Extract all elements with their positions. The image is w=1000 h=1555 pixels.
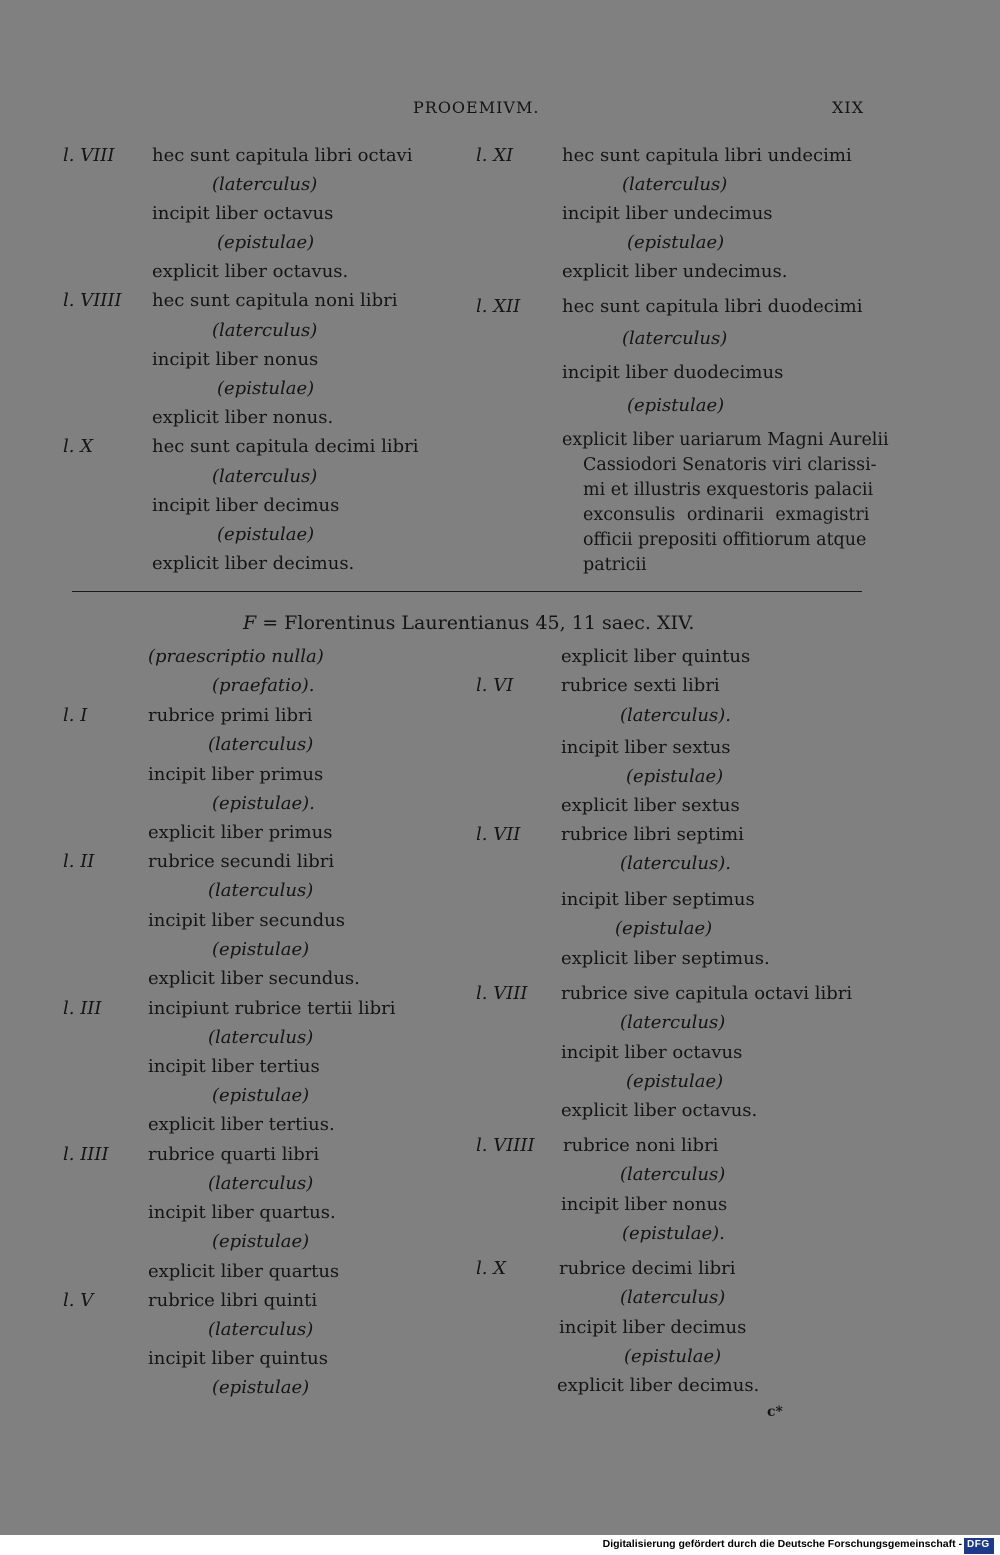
- book-label: l. I: [63, 705, 88, 726]
- text-line: incipit liber sextus: [561, 737, 731, 758]
- book-label: l. III: [63, 998, 102, 1019]
- text-line: incipit liber decimus: [559, 1317, 747, 1338]
- text-line: incipit liber secundus: [148, 910, 345, 931]
- page-number: XIX: [832, 98, 865, 117]
- text-line: (laterculus): [208, 1173, 314, 1194]
- text-line: rubrice primi libri: [148, 705, 313, 726]
- text-line: (laterculus): [208, 1319, 314, 1340]
- heading-text: = Florentinus Laurentianus 45, 11 saec. XIV.: [256, 612, 695, 634]
- text-line: explicit liber uariarum Magni Aurelii: [562, 430, 889, 450]
- text-line: (epistulae): [217, 378, 315, 399]
- text-line: incipit liber nonus: [561, 1194, 728, 1215]
- text-line: (laterculus): [212, 174, 318, 195]
- text-line: (laterculus): [622, 174, 728, 195]
- footer-bar: [0, 1535, 1000, 1555]
- text-line: explicit liber decimus.: [152, 553, 355, 574]
- text-line: explicit liber quartus: [148, 1261, 340, 1282]
- text-line: (laterculus): [620, 1164, 726, 1185]
- text-line: (praescriptio nulla): [148, 646, 324, 667]
- text-line: incipit liber quintus: [148, 1348, 328, 1369]
- book-label: l. V: [63, 1290, 94, 1311]
- text-line: mi et illustris exquestoris palacii: [583, 480, 874, 500]
- text-line: (epistulae): [627, 395, 725, 416]
- text-line: incipit liber nonus: [152, 349, 319, 370]
- text-line: explicit liber octavus.: [152, 261, 349, 282]
- text-line: rubrice noni libri: [563, 1135, 719, 1156]
- text-line: hec sunt capitula libri octavi: [152, 145, 413, 166]
- text-line: incipit liber octavus: [561, 1042, 743, 1063]
- running-title: PROOEMIVM.: [413, 98, 540, 117]
- book-label: l. VIII: [63, 145, 115, 166]
- text-line: (epistulae): [627, 232, 725, 253]
- text-line: (laterculus): [208, 880, 314, 901]
- text-line: rubrice secundi libri: [148, 851, 335, 872]
- book-label: l. VIIII: [63, 290, 122, 311]
- text-line: explicit liber secundus.: [148, 968, 360, 989]
- text-line: (epistulae): [212, 1231, 310, 1252]
- text-line: explicit liber primus: [148, 822, 333, 843]
- text-line: incipit liber undecimus: [562, 203, 773, 224]
- text-line: (laterculus): [620, 1012, 726, 1033]
- text-line: (laterculus): [212, 320, 318, 341]
- text-line: incipit liber tertius: [148, 1056, 320, 1077]
- text-line: (epistulae): [626, 766, 724, 787]
- text-line: rubrice decimi libri: [559, 1258, 736, 1279]
- text-line: patricii: [583, 555, 647, 575]
- text-line: (epistulae): [217, 232, 315, 253]
- dfg-logo-icon: [964, 1538, 994, 1554]
- text-line: (laterculus): [208, 1027, 314, 1048]
- text-line: explicit liber quintus: [561, 646, 751, 667]
- text-line: exconsulis ordinarii exmagistri: [583, 505, 870, 525]
- book-label: l. VIIII: [476, 1135, 535, 1156]
- text-line: (laterculus).: [620, 705, 732, 726]
- book-label: l. X: [63, 436, 94, 457]
- dfg-logo-text: DFG: [967, 1539, 990, 1550]
- text-line: rubrice sive capitula octavi libri: [561, 983, 853, 1004]
- book-label: l. VI: [476, 675, 514, 696]
- text-line: (epistulae): [615, 918, 713, 939]
- text-line: (epistulae): [212, 1377, 310, 1398]
- text-line: explicit liber nonus.: [152, 407, 334, 428]
- text-line: rubrice libri quinti: [148, 1290, 318, 1311]
- text-line: explicit liber octavus.: [561, 1100, 758, 1121]
- text-line: (laterculus): [622, 328, 728, 349]
- book-label: l. II: [63, 851, 95, 872]
- text-line: (epistulae): [217, 524, 315, 545]
- text-line: explicit liber decimus.: [557, 1375, 760, 1396]
- book-label: l. XII: [476, 296, 521, 317]
- text-line: incipit liber quartus.: [148, 1202, 336, 1223]
- text-line: incipit liber octavus: [152, 203, 334, 224]
- text-line: Cassiodori Senatoris viri clarissi-: [583, 455, 877, 475]
- text-line: explicit liber undecimus.: [562, 261, 788, 282]
- text-line: officii prepositi offitiorum atque: [583, 530, 867, 550]
- text-line: (epistulae).: [212, 793, 315, 814]
- text-line: hec sunt capitula decimi libri: [152, 436, 419, 457]
- text-line: incipit liber decimus: [152, 495, 340, 516]
- book-label: l. X: [476, 1258, 507, 1279]
- book-label: l. VIII: [476, 983, 528, 1004]
- text-line: (epistulae): [624, 1346, 722, 1367]
- text-line: rubrice libri septimi: [561, 824, 744, 845]
- text-line: rubrice sexti libri: [561, 675, 720, 696]
- text-line: (epistulae): [212, 1085, 310, 1106]
- text-line: (epistulae).: [622, 1223, 725, 1244]
- text-line: incipit liber duodecimus: [562, 362, 784, 383]
- section-heading: [243, 612, 694, 634]
- text-line: hec sunt capitula libri duodecimi: [562, 296, 863, 317]
- text-line: explicit liber sextus: [561, 795, 740, 816]
- book-label: l. VII: [476, 824, 521, 845]
- text-line: (epistulae): [212, 939, 310, 960]
- text-line: explicit liber septimus.: [561, 948, 770, 969]
- text-line: rubrice quarti libri: [148, 1144, 320, 1165]
- text-line: incipit liber septimus: [561, 889, 755, 910]
- text-line: hec sunt capitula libri undecimi: [562, 145, 852, 166]
- text-line: hec sunt capitula noni libri: [152, 290, 398, 311]
- text-line: (laterculus): [620, 1287, 726, 1308]
- text-line: (laterculus): [208, 734, 314, 755]
- text-line: incipiunt rubrice tertii libri: [148, 998, 396, 1019]
- text-line: (laterculus).: [620, 853, 732, 874]
- text-line: (epistulae): [626, 1071, 724, 1092]
- text-line: (laterculus): [212, 466, 318, 487]
- manuscript-siglum: F: [243, 612, 257, 634]
- text-line: incipit liber primus: [148, 764, 324, 785]
- text-line: (praefatio).: [212, 675, 315, 696]
- signature-mark: c*: [767, 1404, 783, 1420]
- book-label: l. XI: [476, 145, 514, 166]
- footer-credit: Digitalisierung gefördert durch die Deutsche Forschungsgemeinschaft -: [602, 1538, 962, 1550]
- section-divider: [72, 591, 862, 592]
- text-line: explicit liber tertius.: [148, 1114, 335, 1135]
- book-label: l. IIII: [63, 1144, 109, 1165]
